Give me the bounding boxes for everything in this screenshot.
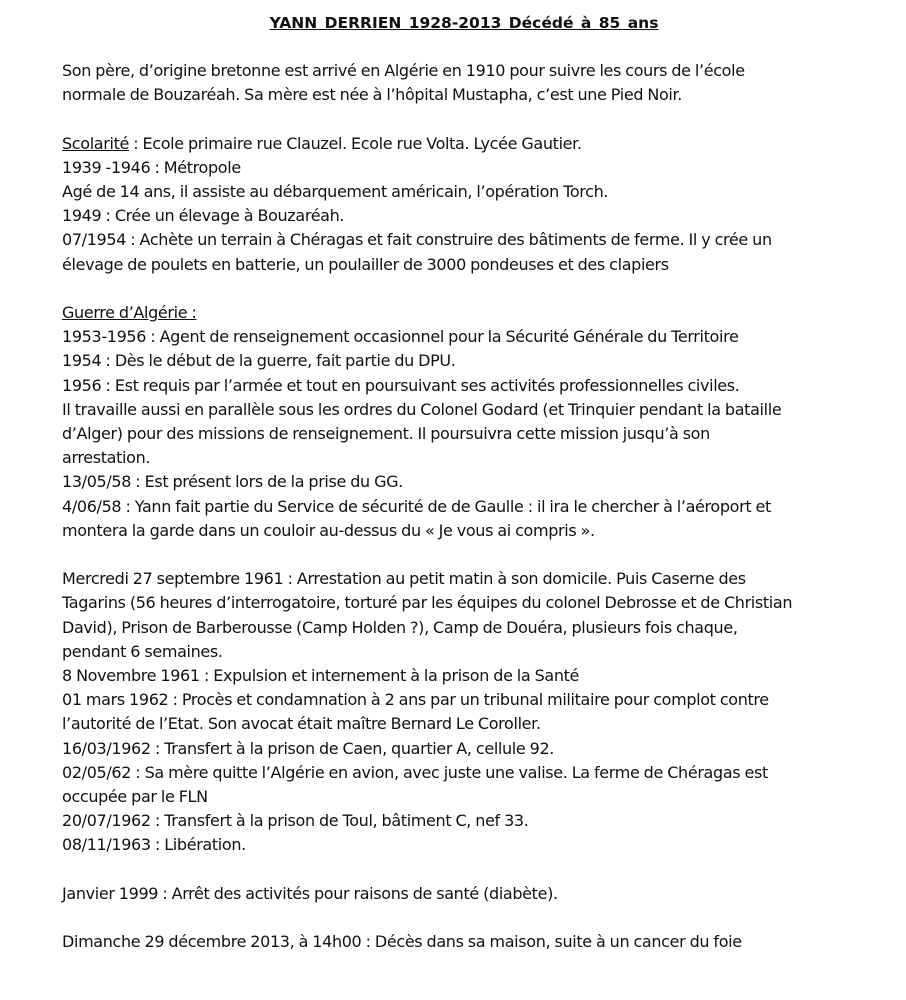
page-title: YANN DERRIEN 1928-2013 Décédé à 85 ans bbox=[269, 14, 659, 32]
text-line: 1956 : Est requis par l’armée et tout en poursuivant ses activités professionnelles civiles. bbox=[62, 375, 740, 395]
spacer bbox=[62, 543, 866, 567]
arrest-section bbox=[62, 567, 866, 857]
schooling-heading-line bbox=[62, 132, 866, 156]
text-line: 02/05/62 : Sa mère quitte l’Algérie en avion, avec juste une valise. La ferme de Chéragas est bbox=[62, 762, 768, 782]
intro-paragraph bbox=[62, 59, 866, 107]
war-heading: Guerre d’Algérie : bbox=[62, 303, 197, 322]
text-line: 1939 -1946 : Métropole bbox=[62, 157, 241, 177]
spacer bbox=[62, 906, 866, 930]
text-line: élevage de poulets en batterie, un poulailler de 3000 pondeuses et des clapiers bbox=[62, 254, 669, 274]
text-line: 20/07/1962 : Transfert à la prison de Toul, bâtiment C, nef 33. bbox=[62, 811, 529, 831]
text-line: 07/1954 : Achète un terrain à Chéragas et fait construire des bâtiments de ferme. Il y crée un bbox=[62, 230, 772, 250]
text-line: 4/06/58 : Yann fait partie du Service de sécurité de de Gaulle : il ira le chercher à l’aéroport et bbox=[62, 496, 771, 516]
text-line: 1953-1956 : Agent de renseignement occasionnel pour la Sécurité Générale du Territoire bbox=[62, 327, 739, 347]
text-line: 8 Novembre 1961 : Expulsion et internement à la prison de la Santé bbox=[62, 666, 580, 686]
text-line: montera la garde dans un couloir au-dessus du « Je vous ai compris ». bbox=[62, 520, 595, 540]
text-line: Il travaille aussi en parallèle sous les ordres du Colonel Godard (et Trinquier pendant la bataille bbox=[62, 399, 782, 419]
text-line: Mercredi 27 septembre 1961 : Arrestation au petit matin à son domicile. Puis Caserne des bbox=[62, 569, 746, 589]
text-line: David), Prison de Barberousse (Camp Holden ?), Camp de Douéra, plusieurs fois chaque, bbox=[62, 617, 738, 637]
text-line: 1954 : Dès le début de la guerre, fait partie du DPU. bbox=[62, 351, 456, 371]
schooling-section bbox=[62, 132, 866, 277]
text-line: Son père, d’origine bretonne est arrivé en Algérie en 1910 pour suivre les cours de l’école bbox=[62, 61, 745, 80]
text-line: normale de Bouzaréah. Sa mère est née à l’hôpital Mustapha, c’est une Pied Noir. bbox=[62, 85, 683, 105]
death-line: Dimanche 29 décembre 2013, à 14h00 : Décès dans sa maison, suite à un cancer du foie bbox=[62, 932, 742, 952]
text-line: pendant 6 semaines. bbox=[62, 641, 223, 661]
text-line: 08/11/1963 : Libération. bbox=[62, 835, 246, 855]
text-line: arrestation. bbox=[62, 448, 151, 468]
text-line: 1949 : Crée un élevage à Bouzaréah. bbox=[62, 206, 345, 226]
text-line: occupée par le FLN bbox=[62, 787, 208, 807]
text-line: Agé de 14 ans, il assiste au débarquement américain, l’opération Torch. bbox=[62, 182, 609, 201]
text-line: l’autorité de l’Etat. Son avocat était maître Bernard Le Coroller. bbox=[62, 714, 541, 734]
text-line: 01 mars 1962 : Procès et condamnation à 2 ans par un tribunal militaire pour complot contre bbox=[62, 690, 769, 710]
spacer bbox=[62, 107, 866, 131]
schooling-heading: Scolarité bbox=[62, 133, 129, 153]
text-line: 16/03/1962 : Transfert à la prison de Caen, quartier A, cellule 92. bbox=[62, 738, 555, 758]
text-line: d’Alger) pour des missions de renseignement. Il poursuivra cette mission jusqu’à son bbox=[62, 424, 710, 444]
spacer bbox=[62, 277, 866, 301]
text-line: 13/05/58 : Est présent lors de la prise du GG. bbox=[62, 472, 403, 492]
spacer bbox=[62, 858, 866, 882]
schooling-heading-text: : Ecole primaire rue Clauzel. Ecole rue Volta. Lycée Gautier. bbox=[128, 133, 582, 153]
text-line: Tagarins (56 heures d’interrogatoire, torturé par les équipes du colonel Debrosse et de Christian bbox=[62, 593, 793, 613]
retirement-line: Janvier 1999 : Arrêt des activités pour raisons de santé (diabète). bbox=[62, 883, 558, 903]
war-section bbox=[62, 301, 866, 543]
